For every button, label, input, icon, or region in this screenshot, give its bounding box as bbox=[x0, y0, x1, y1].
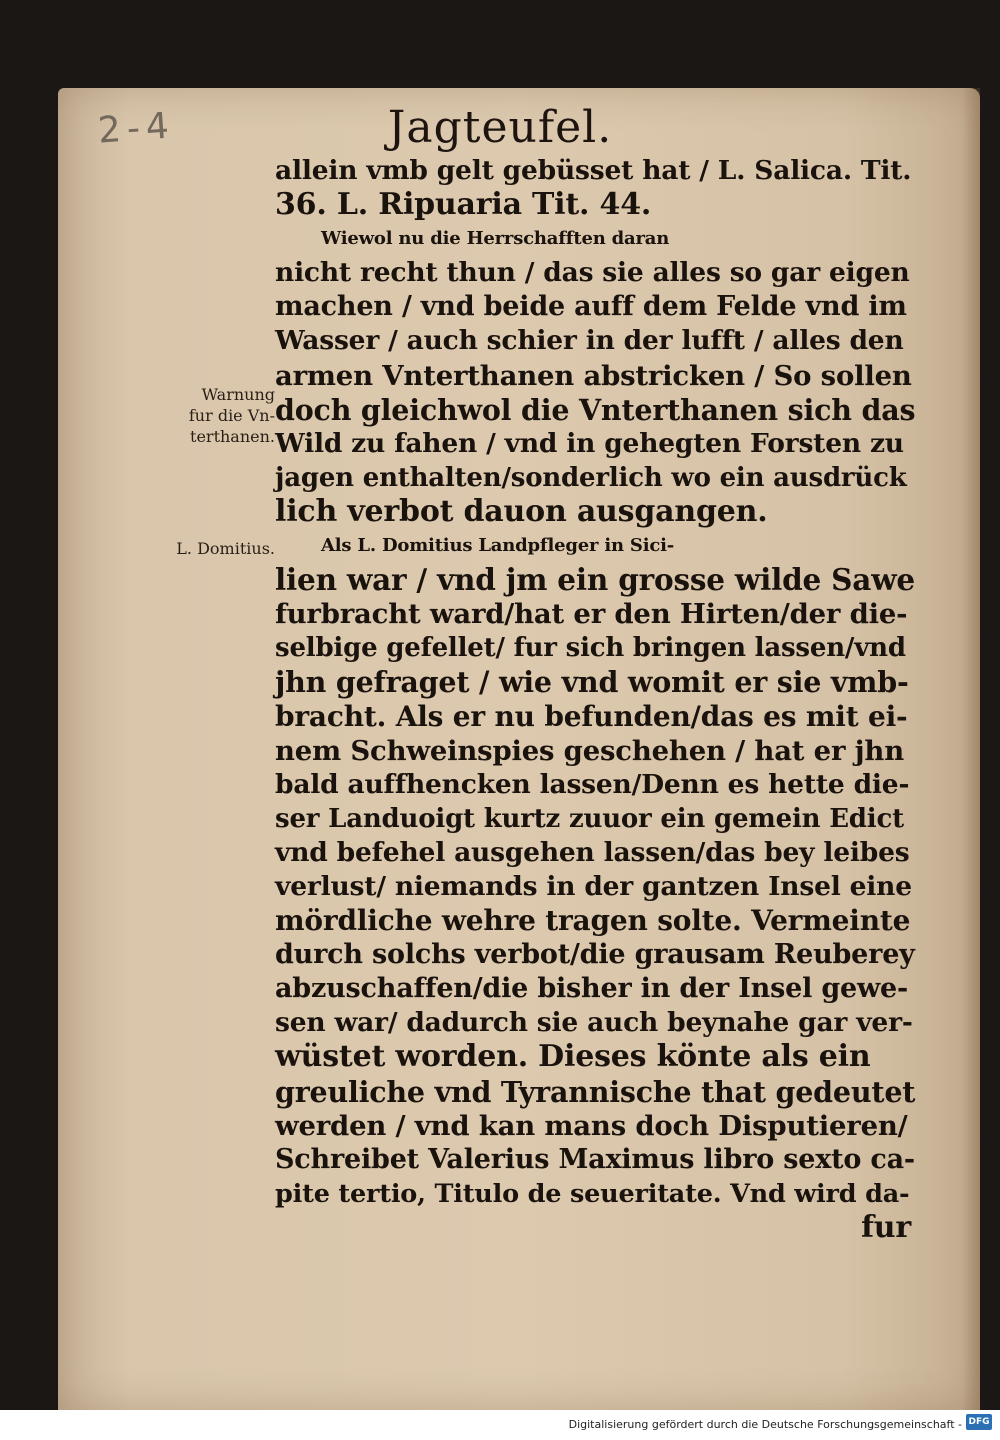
page-edge-shadow bbox=[962, 88, 980, 1410]
text-line: Schreibet Valerius Maximus libro sexto ca- bbox=[275, 1143, 915, 1175]
text-line: jagen enthalten/sonderlich wo ein ausdrück bbox=[275, 462, 907, 493]
text-line: ser Landuoigt kurtz zuuor ein gemein Edict bbox=[275, 803, 904, 834]
text-line: Wasser / auch schier in der lufft / alles den bbox=[275, 325, 904, 357]
text-line: vnd befehel ausgehen lassen/das bey leibes bbox=[275, 836, 910, 868]
text-line: doch gleichwol die Vnterthanen sich das bbox=[275, 392, 916, 427]
footer-credit: Digitalisierung gefördert durch die Deutsche Forschungsgemeinschaft - bbox=[568, 1418, 962, 1431]
text-line: machen / vnd beide auff dem Felde vnd im bbox=[275, 291, 907, 323]
text-line: pite tertio, Titulo de seueritate. Vnd wird da- bbox=[275, 1178, 910, 1209]
text-line: selbige gefellet/ fur sich bringen lassen/vnd bbox=[275, 633, 906, 664]
text-line: armen Vnterthanen abstricken / So sollen bbox=[275, 359, 912, 392]
text-line: verlust/ niemands in der gantzen Insel eine bbox=[275, 870, 912, 902]
text-line: furbracht ward/hat er den Hirten/der die- bbox=[275, 598, 908, 631]
catchword: fur bbox=[861, 1209, 911, 1245]
text-line: durch solchs verbot/die grausam Reuberey bbox=[275, 939, 915, 971]
text-line: lich verbot dauon ausgangen. bbox=[275, 493, 768, 529]
text-line: jhn gefraget / wie vnd womit er sie vmb- bbox=[275, 665, 909, 700]
margin-note-line: Warnung bbox=[201, 385, 275, 404]
text-line: greuliche vnd Tyrannische that gedeutet bbox=[275, 1074, 916, 1109]
text-line: Wiewol nu die Herrschafften daran bbox=[321, 228, 670, 250]
text-line: mördliche wehre tragen solte. Vermeinte bbox=[275, 904, 911, 938]
running-title: Jagteufel. bbox=[387, 102, 613, 153]
text-line: werden / vnd kan mans doch Disputieren/ bbox=[275, 1109, 908, 1142]
text-line: nicht recht thun / das sie alles so gar eigen bbox=[275, 257, 910, 289]
text-line: allein vmb gelt gebüsset hat / L. Salica. Tit. bbox=[275, 155, 912, 186]
pencil-page-mark: 2-4 bbox=[96, 105, 177, 152]
text-line: nem Schweinspies geschehen / hat er jhn bbox=[275, 734, 904, 767]
text-line: wüstet worden. Dieses könte als ein bbox=[275, 1039, 871, 1075]
margin-note-warning bbox=[140, 384, 275, 447]
dfg-logo: DFG bbox=[966, 1414, 992, 1430]
text-line: Wild zu fahen / vnd in gehegten Forsten zu bbox=[275, 427, 904, 459]
text-line: 36. L. Ripuaria Tit. 44. bbox=[275, 187, 652, 223]
margin-note-line: fur die Vn- bbox=[188, 406, 275, 425]
margin-note-domitius bbox=[140, 538, 275, 559]
text-line: sen war/ dadurch sie auch beynahe gar ver- bbox=[275, 1007, 913, 1039]
margin-note-line: terthanen. bbox=[190, 427, 275, 446]
margin-note-line: L. Domitius. bbox=[176, 539, 275, 558]
text-line: abzuschaffen/die bisher in der Insel gewe- bbox=[275, 973, 909, 1005]
text-line: lien war / vnd jm ein grosse wilde Sawe bbox=[275, 562, 915, 598]
text-line: Als L. Domitius Landpfleger in Sici- bbox=[321, 535, 675, 557]
text-line: bald auffhencken lassen/Denn es hette die- bbox=[275, 768, 910, 800]
body-text bbox=[275, 154, 915, 1245]
text-line: bracht. Als er nu befunden/das es mit ei- bbox=[275, 699, 908, 733]
